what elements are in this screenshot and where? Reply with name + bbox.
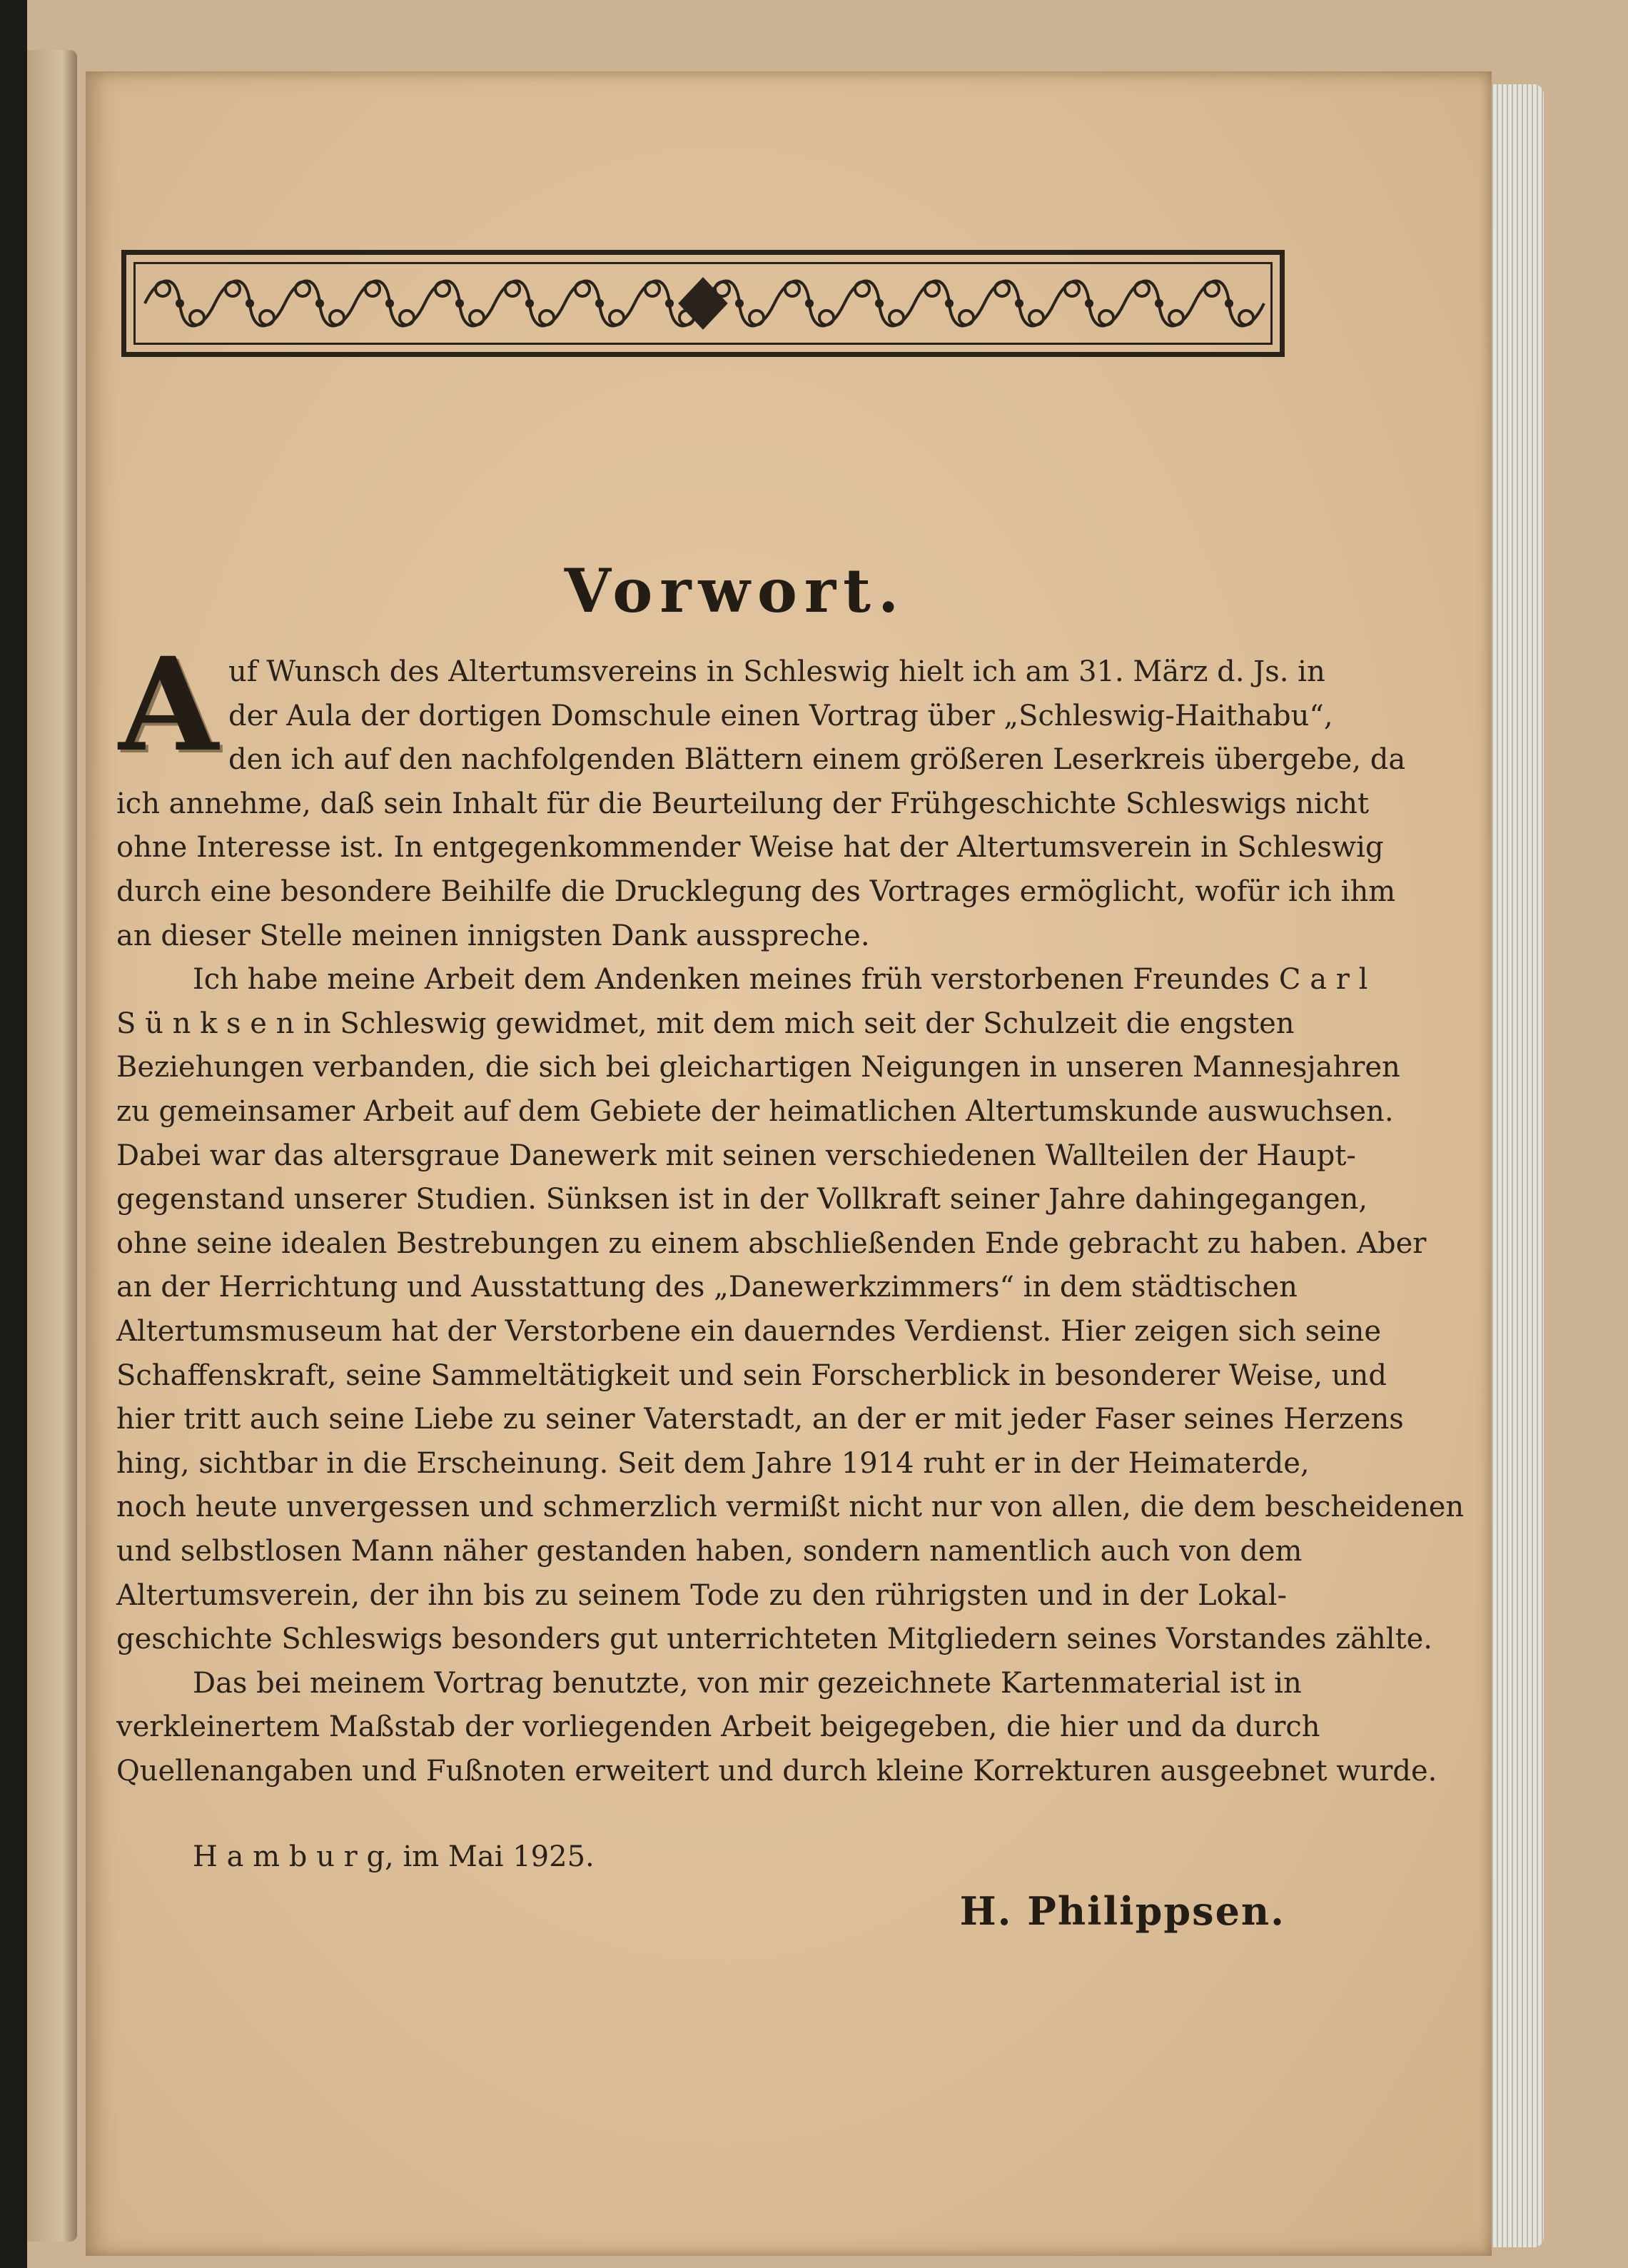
text-line: verkleinertem Maßstab der vorliegenden Arbeit beigegeben, die hier und da durch [116,1710,1320,1743]
text-line: Ich habe meine Arbeit dem Andenken meines früh verstorbenen Freundes C a r l [193,963,1368,996]
page-title: Vorwort. [564,555,906,626]
text-line: ohne Interesse ist. In entgegenkommender Weise hat der Altertumsverein in Schleswig [116,831,1384,864]
text-line: an dieser Stelle meinen innigsten Dank ausspreche. [116,919,870,952]
text-line: zu gemeinsamer Arbeit auf dem Gebiete der heimatlichen Altertumskunde auswuchsen. [116,1095,1394,1128]
text-line: und selbstlosen Mann näher gestanden haben, sondern namentlich auch von dem [116,1535,1303,1568]
text-line: geschichte Schleswigs besonders gut unterrichteten Mitgliedern seines Vorstandes zählte. [116,1623,1433,1655]
text-line: ich annehme, daß sein Inhalt für die Beurteilung der Frühgeschichte Schleswigs nicht [116,787,1370,820]
text-line: Beziehungen verbanden, die sich bei gleichartigen Neigungen in unseren Mannesjahren [116,1051,1400,1084]
page-stack-edge [1488,84,1544,2247]
place-date-line: H a m b u r g, im Mai 1925. [193,1840,595,1873]
text-line: S ü n k s e n in Schleswig gewidmet, mit dem mich seit der Schulzeit die engsten [116,1007,1295,1040]
author-signature: H. Philippsen. [959,1888,1285,1934]
text-line: Dabei war das altersgraue Danewerk mit seinen verschiedenen Wallteilen der Haupt- [116,1139,1356,1172]
decorative-initial: A [118,630,218,780]
text-line: an der Herrichtung und Ausstattung des „Danewerkzimmers“ in dem städtischen [116,1271,1298,1304]
text-line: ohne seine idealen Bestrebungen zu einem abschließenden Ende gebracht zu haben. Aber [116,1227,1427,1260]
text-line: Altertumsverein, der ihn bis zu seinem Tode zu den rührigsten und in der Lokal- [116,1579,1287,1612]
text-line: gegenstand unserer Studien. Sünksen ist in der Vollkraft seiner Jahre dahingegangen, [116,1183,1368,1216]
ornamental-header-band [121,250,1285,357]
text-line: den ich auf den nachfolgenden Blättern einem größeren Leserkreis übergebe, da [228,743,1406,776]
text-line: Quellenangaben und Fußnoten erweitert und durch kleine Korrekturen ausgeebnet wurde. [116,1755,1437,1788]
text-line: hing, sichtbar in die Erscheinung. Seit dem Jahre 1914 ruht er in der Heimaterde, [116,1447,1310,1480]
text-line: noch heute unvergessen und schmerzlich vermißt nicht nur von allen, die dem bescheidenen [116,1491,1465,1523]
text-line: der Aula der dortigen Domschule einen Vortrag über „Schleswig-Haithabu“, [228,700,1333,732]
facing-page-edge [27,50,77,2242]
text-line: uf Wunsch des Altertumsvereins in Schleswig hielt ich am 31. März d. Js. in [228,655,1325,688]
text-line: Schaffenskraft, seine Sammeltätigkeit und sein Forscherblick in besonderer Weise, und [116,1359,1387,1392]
text-line: durch eine besondere Beihilfe die Drucklegung des Vortrages ermöglicht, wofür ich ihm [116,875,1396,908]
text-line: Altertumsmuseum hat der Verstorbene ein dauerndes Verdienst. Hier zeigen sich seine [116,1315,1382,1348]
scroll-ornament-icon [138,266,1268,341]
text-line: hier tritt auch seine Liebe zu seiner Vaterstadt, an der er mit jeder Faser seines Herzens [116,1403,1404,1436]
scanner-edge [0,0,27,2268]
text-line: Das bei meinem Vortrag benutzte, von mir gezeichnete Kartenmaterial ist in [193,1667,1302,1700]
